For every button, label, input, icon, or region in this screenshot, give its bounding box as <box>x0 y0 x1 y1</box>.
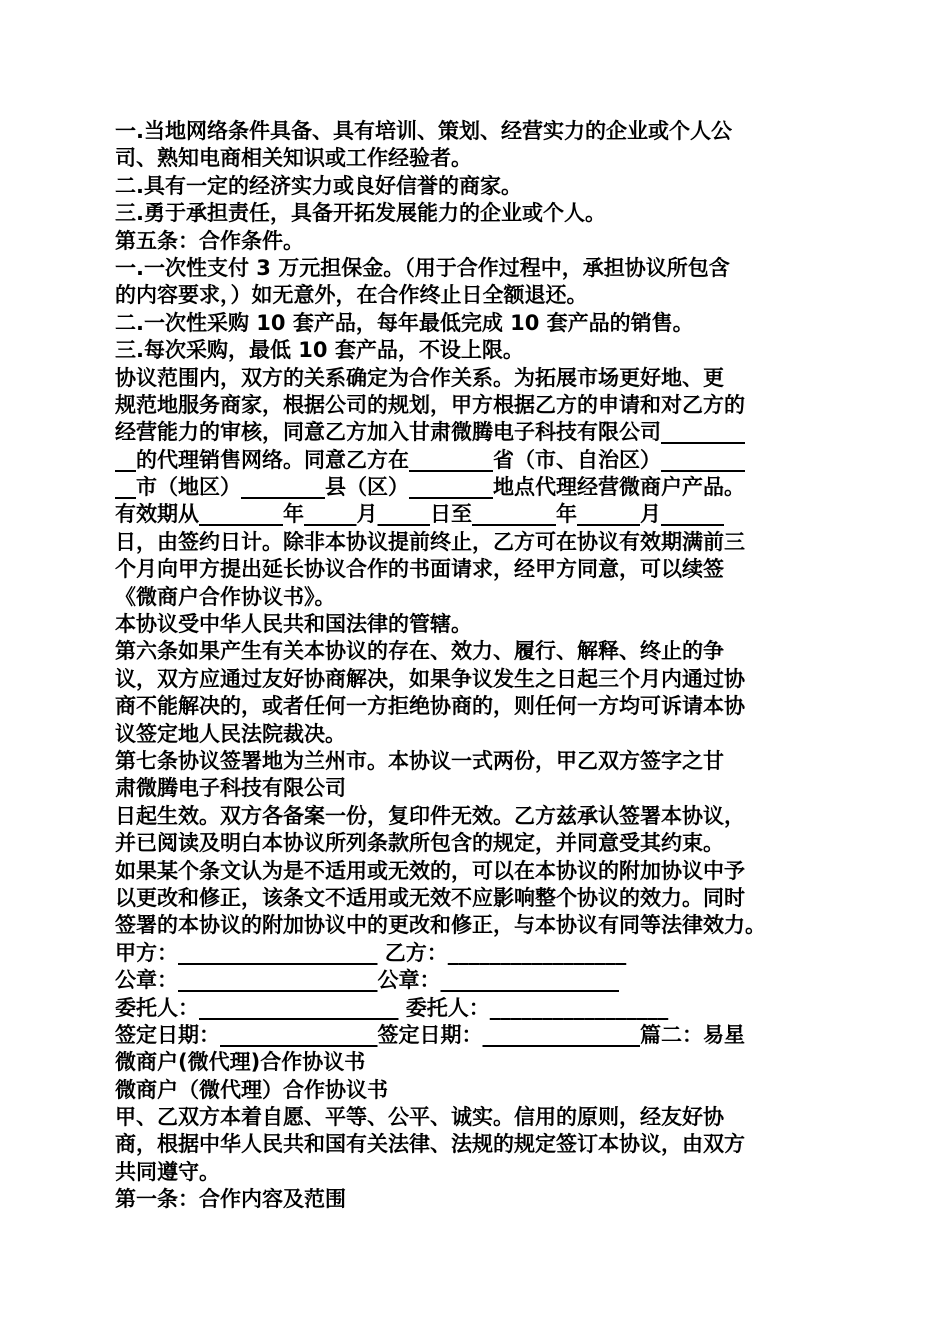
text-line: 商不能解决的，或者任何一方拒绝协商的，则任何一方均可诉请本协 <box>115 694 745 719</box>
text-line: 个月向甲方提出延长协议合作的书面请求，经甲方同意，可以续签 <box>115 557 724 582</box>
text-line: 议签定地人民法院裁决。 <box>115 721 346 746</box>
text-line: 第六条如果产生有关本协议的存在、效力、履行、解释、终止的争 <box>115 639 724 664</box>
text-line: __市（地区）________县（区）________地点代理经营微商户产品。 <box>115 475 745 500</box>
text-line: 规范地服务商家，根据公司的规划，甲方根据乙方的申请和对乙方的 <box>115 392 745 417</box>
text-line: __的代理销售网络。同意乙方在________省（市、自治区）________ <box>115 447 745 472</box>
text-line: 日起生效。双方各备案一份，复印件无效。乙方兹承认签署本协议， <box>115 803 745 828</box>
text-line: 第七条协议签署地为兰州市。本协议一式两份，甲乙双方签字之甘 <box>115 748 724 773</box>
text-line: 三.每次采购，最低 10 套产品，不设上限。 <box>115 338 524 363</box>
text-line: 《微商户合作协议书》。 <box>115 584 336 609</box>
section-heading: 第一条：合作内容及范围 <box>115 1187 346 1212</box>
text-line: 司、熟知电商相关知识或工作经验者。 <box>115 146 472 171</box>
text-line: 一.一次性支付 3 万元担保金。（用于合作过程中，承担协议所包含 <box>115 255 730 280</box>
text-line: 本协议受中华人民共和国法律的管辖。 <box>115 612 472 637</box>
signature-line: 甲方：___________________ 乙方：_________________ <box>115 940 627 965</box>
text-line: 以更改和修正，该条文不适用或无效不应影响整个协议的效力。同时 <box>115 885 745 910</box>
text-line: 二.一次性采购 10 套产品，每年最低完成 10 套产品的销售。 <box>115 310 694 335</box>
text-line: 并已阅读及明白本协议所列条款所包含的规定，并同意受其约束。 <box>115 831 724 856</box>
text-line: 商，根据中华人民共和国有关法律、法规的规定签订本协议，由双方 <box>115 1132 745 1157</box>
text-line: 有效期从________年_____月_____日至________年______月______ <box>115 502 724 527</box>
text-line: 如果某个条文认为是不适用或无效的，可以在本协议的附加协议中予 <box>115 858 745 883</box>
text-line: 二.具有一定的经济实力或良好信誉的商家。 <box>115 173 522 198</box>
text-line: 一.当地网络条件具备、具有培训、策划、经营实力的企业或个人公 <box>115 119 732 143</box>
document-body <box>115 118 855 1214</box>
text-line: 甲、乙双方本着自愿、平等、公平、诚实。信用的原则，经友好协 <box>115 1105 724 1130</box>
text-line: 微商户(微代理)合作协议书 <box>115 1050 366 1075</box>
text-line: 日，由签约日计。除非本协议提前终止，乙方可在协议有效期满前三 <box>115 529 745 554</box>
text-line: 签署的本协议的附加协议中的更改和修正，与本协议有同等法律效力。 <box>115 913 766 938</box>
text-line: 经营能力的审核，同意乙方加入甘肃微腾电子科技有限公司________ <box>115 420 745 445</box>
signature-line: 签定日期：_______________签定日期：_______________篇二：易星 <box>115 1022 745 1047</box>
text-line: 共同遵守。 <box>115 1159 220 1184</box>
text-line: 议，双方应通过友好协商解决，如果争议发生之日起三个月内通过协 <box>115 666 745 691</box>
text-line: 的内容要求，）如无意外，在合作终止日全额退还。 <box>115 283 588 308</box>
signature-line: 委托人：___________________ 委托人：_________________ <box>115 995 669 1020</box>
text-line: 三.勇于承担责任，具备开拓发展能力的企业或个人。 <box>115 201 606 226</box>
document-title: 微商户（微代理）合作协议书 <box>115 1077 388 1102</box>
signature-line: 公章：___________________公章：_________________ <box>115 968 619 993</box>
text-line: 协议范围内，双方的关系确定为合作关系。为拓展市场更好地、更 <box>115 365 724 390</box>
section-heading: 第五条：合作条件。 <box>115 228 304 253</box>
text-line: 肃微腾电子科技有限公司 <box>115 776 346 801</box>
